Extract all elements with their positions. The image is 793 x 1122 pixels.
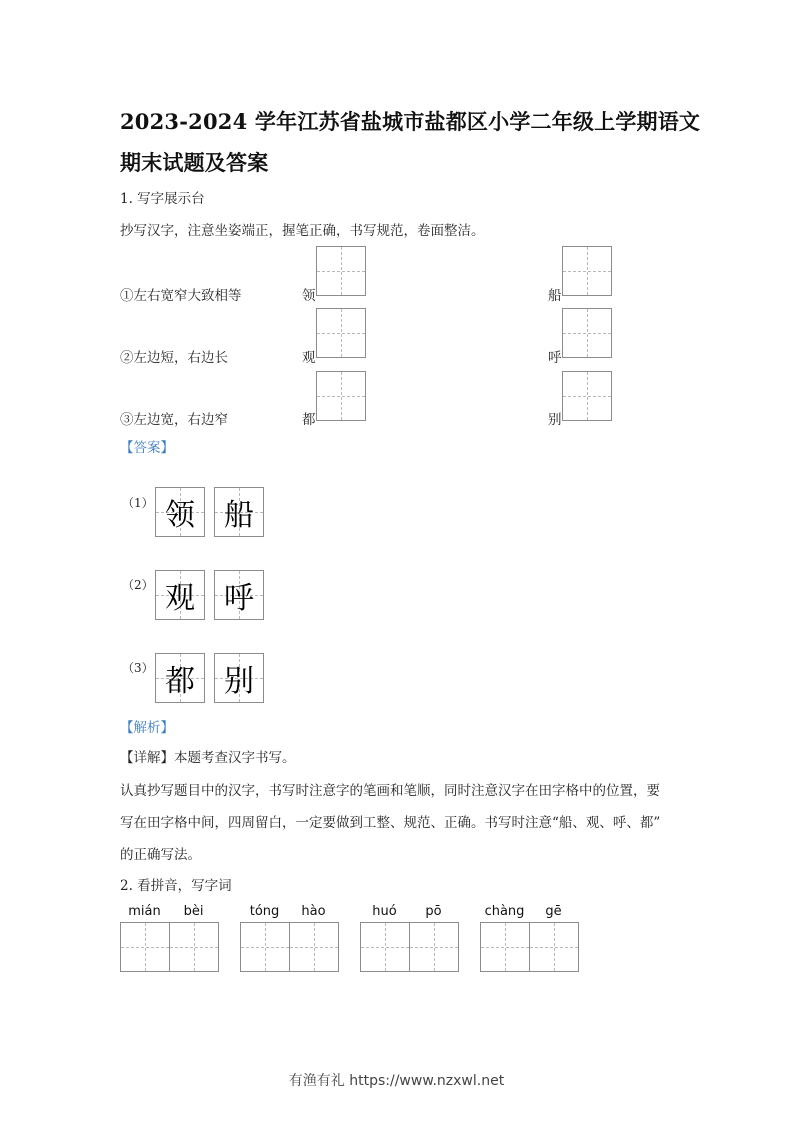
question-1-instruction: 抄写汉字，注意坐姿端正，握笔正确，书写规范，卷面整洁。	[120, 223, 485, 239]
pinyin-label: pō	[425, 904, 442, 919]
explanation-line-1: 认真抄写题目中的汉字，书写时注意字的笔画和笔顺，同时注意汉字在田字格中的位置，要	[120, 783, 660, 799]
pinyin-label: hào	[301, 904, 326, 919]
document-title-line-1: 2023-2024 学年江苏省盐城市盐都区小学二年级上学期语文	[120, 109, 701, 134]
answer-grid-box	[155, 570, 205, 620]
answer-number: （1）	[122, 496, 154, 510]
pinyin-label: huó	[372, 904, 397, 919]
question-2-heading: 2. 看拼音，写字词	[120, 878, 232, 894]
answer-char: 别	[224, 664, 254, 699]
writing-grid-box[interactable]	[562, 246, 612, 296]
pinyin-label: mián	[128, 904, 161, 919]
practice-char-label: 船	[548, 288, 562, 304]
pinyin-writing-group[interactable]	[360, 922, 459, 972]
answer-label: 【答案】	[120, 440, 174, 456]
pinyin-writing-group[interactable]	[240, 922, 339, 972]
writing-grid-box[interactable]	[316, 371, 366, 421]
answer-char: 都	[165, 664, 195, 699]
answer-char: 呼	[224, 581, 254, 616]
writing-grid-cell[interactable]	[240, 922, 290, 972]
answer-char: 观	[165, 581, 195, 616]
pinyin-label: bèi	[183, 904, 204, 919]
pinyin-writing-group[interactable]	[120, 922, 219, 972]
explanation-line-2: 写在田字格中间，四周留白，一定要做到工整、规范、正确。书写时注意“船、观、呼、都”	[120, 815, 661, 831]
writing-grid-box[interactable]	[562, 371, 612, 421]
writing-grid-box[interactable]	[562, 308, 612, 358]
answer-number: （2）	[122, 578, 154, 592]
rule-2: ②左边短，右边长	[120, 350, 228, 366]
practice-char-label: 都	[302, 412, 316, 428]
writing-grid-box[interactable]	[316, 308, 366, 358]
pinyin-label: gē	[545, 904, 562, 919]
writing-grid-cell[interactable]	[529, 922, 579, 972]
practice-char-label: 观	[302, 350, 316, 366]
answer-number: （3）	[122, 661, 154, 675]
writing-grid-cell[interactable]	[120, 922, 170, 972]
answer-grid-box	[214, 653, 264, 703]
question-1-heading: 1. 写字展示台	[120, 191, 205, 207]
writing-grid-box[interactable]	[316, 246, 366, 296]
practice-char-label: 领	[302, 288, 316, 304]
practice-char-label: 别	[548, 412, 562, 428]
answer-char: 领	[165, 498, 195, 533]
practice-char-label: 呼	[548, 350, 562, 366]
writing-grid-cell[interactable]	[289, 922, 339, 972]
explanation-line-3: 的正确写法。	[120, 847, 201, 863]
answer-grid-box	[214, 487, 264, 537]
answer-grid-box	[155, 487, 205, 537]
detail-line: 【详解】本题考查汉字书写。	[120, 750, 296, 766]
pinyin-label: chàng	[484, 904, 525, 919]
answer-grid-box	[214, 570, 264, 620]
document-title-line-2: 期末试题及答案	[120, 150, 269, 175]
answer-grid-box	[155, 653, 205, 703]
writing-grid-cell[interactable]	[169, 922, 219, 972]
pinyin-writing-group[interactable]	[480, 922, 579, 972]
answer-char: 船	[224, 498, 254, 533]
pinyin-label: tóng	[249, 904, 280, 919]
rule-1: ①左右宽窄大致相等	[120, 288, 242, 304]
writing-grid-cell[interactable]	[409, 922, 459, 972]
analysis-label: 【解析】	[120, 720, 174, 736]
rule-3: ③左边宽，右边窄	[120, 412, 228, 428]
writing-grid-cell[interactable]	[480, 922, 530, 972]
writing-grid-cell[interactable]	[360, 922, 410, 972]
footer-watermark: 有渔有礼 https://www.nzxwl.net	[288, 1073, 505, 1089]
